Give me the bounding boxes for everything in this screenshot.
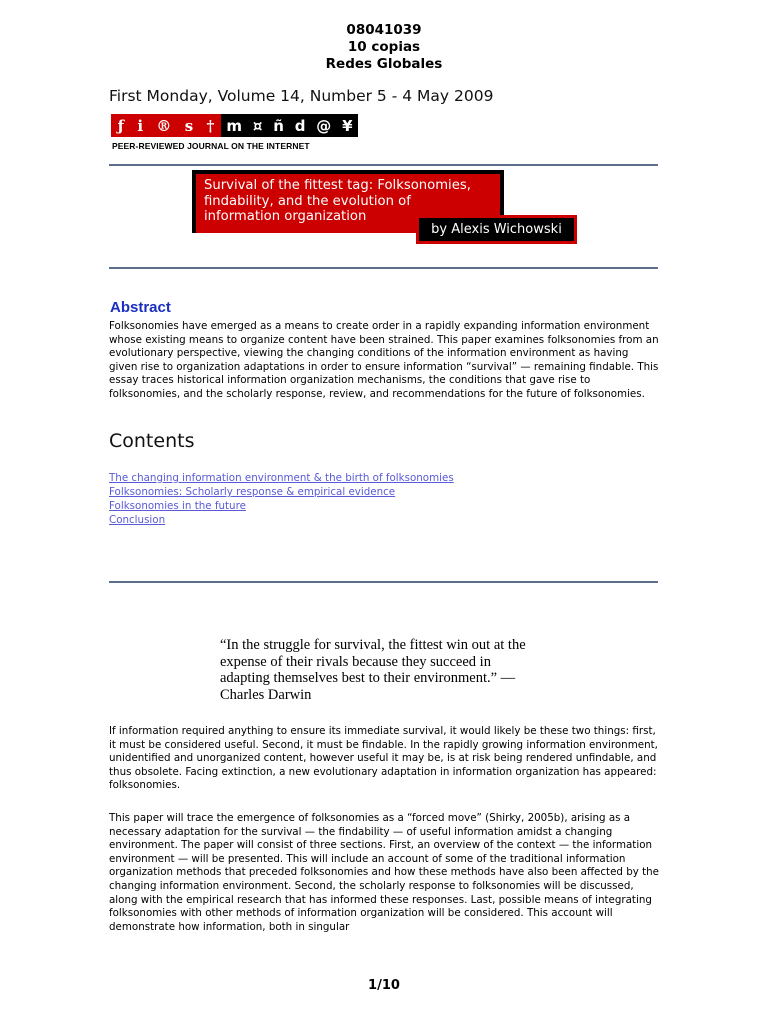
logo-red-section	[111, 114, 221, 137]
course-label: Redes Globales	[325, 56, 443, 72]
logo-glyph: ¤	[252, 116, 263, 135]
copies-label: 10 copias	[347, 39, 421, 55]
quote-line: adapting themselves best to their environment.” —	[220, 670, 516, 686]
toc-link[interactable]: Folksonomies in the future	[109, 500, 246, 512]
title-line: findability, and the evolution of	[204, 193, 411, 209]
quote-line: expense of their rivals because they succeed in	[220, 653, 491, 670]
quote-line: “In the struggle for survival, the fittest win out at the	[220, 637, 526, 653]
logo-glyph: m	[226, 116, 243, 135]
toc-link[interactable]: Folksonomies: Scholarly response & empirical evidence	[109, 486, 396, 498]
logo-glyph: d	[294, 116, 306, 135]
title-line: Survival of the fittest tag: Folksonomies,	[204, 178, 471, 193]
page-number: 1/10	[368, 978, 400, 993]
logo-glyph: i	[137, 116, 144, 135]
logo-glyph: @	[316, 116, 332, 135]
document-code: 08041039	[346, 22, 422, 38]
logo-black-section	[221, 114, 358, 137]
logo-glyph: ñ	[273, 116, 284, 135]
epigraph-quote	[220, 637, 560, 703]
journal-tagline: PEER-REVIEWED JOURNAL ON THE INTERNET	[112, 141, 310, 151]
logo-glyph: ®	[156, 116, 172, 135]
abstract-text: Folksonomies have emerged as a means to create order in a rapidly expanding information environment whose existing means to organize content have been strained. This paper examines folksonomies from an evolutionary perspective, viewing the changing conditions of the information environment as having given rise to organization adaptations in order to ensure information “survival” — remaining findable. This essay traces historical information organization mechanisms, the conditions that gave rise to folksonomies, and the scholarly response, review, and recommendations for the future of folksonomies.	[109, 320, 659, 400]
first-monday-logo	[111, 114, 358, 137]
toc-link[interactable]: Conclusion	[109, 514, 166, 526]
logo-glyph: ƒ	[117, 116, 125, 135]
journal-citation: First Monday, Volume 14, Number 5 - 4 May 2009	[109, 87, 494, 105]
abstract-heading: Abstract	[110, 299, 171, 316]
body-paragraph: This paper will trace the emergence of folksonomies as a “forced move” (Shirky, 2005b), arising as a necessary adaptation for the survival — the findability — of useful information amidst a changing environment. The paper will consist of three sections. First, an overview of the context — the information environment — will be presented. This will include an account of some of the traditional information organization methods that preceded folksonomies and how these methods have also been affected by the changing information environment. Second, the scholarly response to folksonomies will be discussed, along with the empirical research that has informed these responses. Last, possible means of integrating folksonomies with other methods of information organization will be considered. This account will demonstrate how information, both in singular	[109, 812, 660, 933]
toc-link[interactable]: The changing information environment & the birth of folksonomies	[109, 472, 454, 484]
logo-glyph: ¥	[342, 116, 353, 135]
title-line: information organization	[204, 209, 367, 224]
divider	[109, 581, 658, 583]
body-paragraph: If information required anything to ensure its immediate survival, it would likely be these two things: first, it must be considered useful. Second, it must be findable. In the rapidly growing information environment, unidentified and unorganized content, however useful it may be, is at risk being rendered unfindable, and thus obsolete. Facing extinction, a new evolutionary adaptation in information organization has appeared: folksonomies.	[109, 725, 658, 792]
contents-heading: Contents	[109, 430, 195, 452]
author-byline: by Alexis Wichowski	[416, 215, 577, 244]
divider	[109, 267, 658, 269]
logo-glyph: †	[206, 116, 215, 135]
table-of-contents	[109, 471, 454, 527]
logo-glyph: s	[184, 116, 194, 135]
document-header	[0, 22, 768, 73]
divider	[109, 164, 658, 166]
quote-attribution: Charles Darwin	[220, 686, 312, 703]
